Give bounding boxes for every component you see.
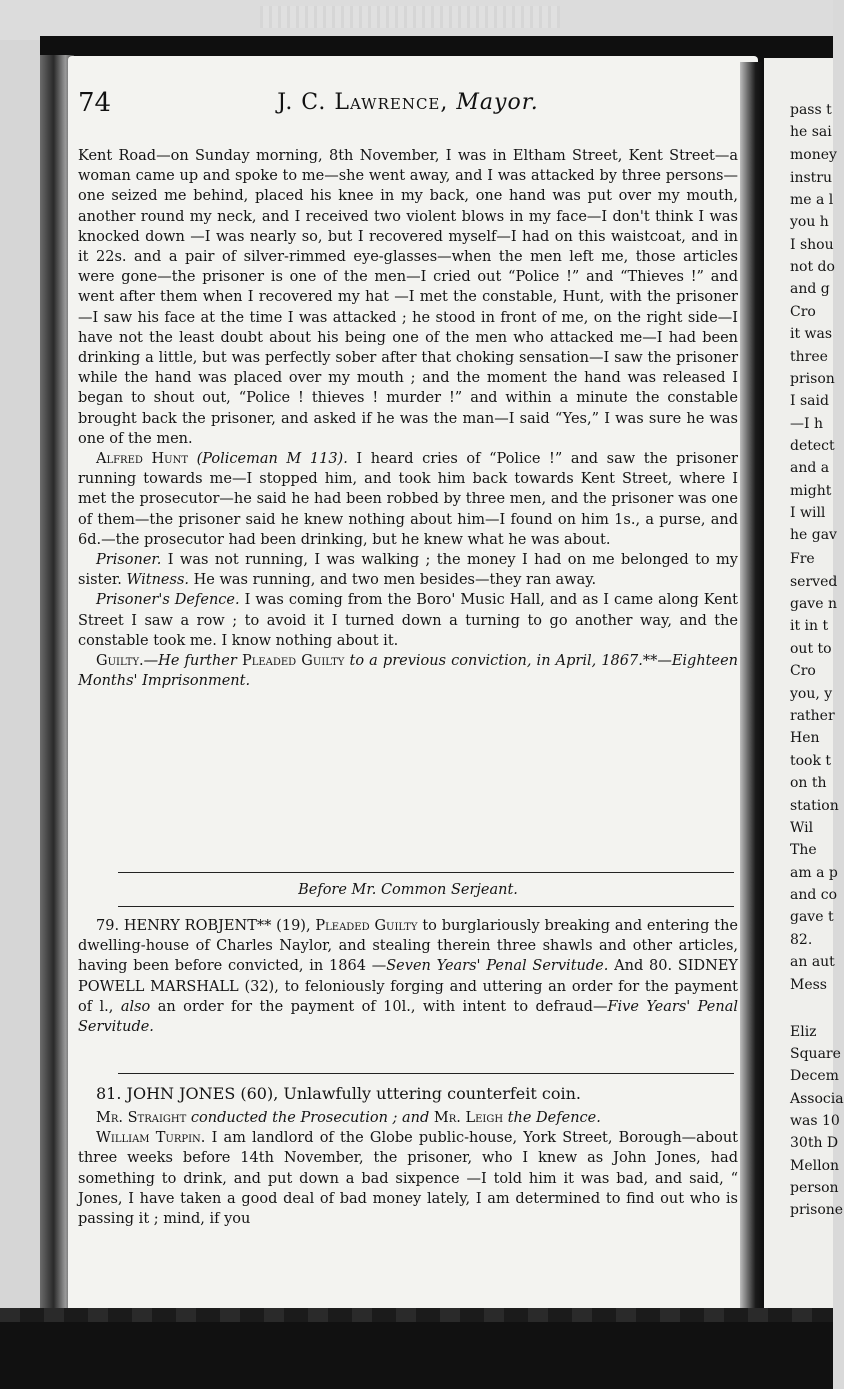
prisoners-defence xyxy=(78,590,738,651)
case-separator-rule xyxy=(118,1073,734,1074)
counsel-prosecution: Mr. Straight xyxy=(96,1110,187,1126)
facing-page-line: you, y xyxy=(790,686,833,702)
facing-page-line: Decem xyxy=(790,1068,839,1084)
scanner-frame-bottom xyxy=(0,1308,833,1389)
hunt-testimony xyxy=(78,449,738,550)
case-79-paragraph xyxy=(78,916,738,1037)
turpin-text: I am landlord of the Globe public-house, York Street, Borough—about three weeks before 14th November, the prisoner, who I knew as John Jones, had something to drink, and put down a bad sixpence —I told him it was bad, and said, “ Jones, I have taken a good deal of bad money lately, I am determined to find out who is passing it ; mind, if you xyxy=(78,1130,738,1228)
prisoner-label: Prisoner. xyxy=(96,552,162,569)
facing-page-line: rather xyxy=(790,708,835,724)
facing-page-line: on th xyxy=(790,775,827,791)
case-81-title: 81. JOHN JONES (60), Unlawfully uttering counterfeit coin. xyxy=(96,1084,582,1103)
facing-page-line: not do xyxy=(790,259,835,275)
facing-page-line: Cro xyxy=(790,663,816,679)
facing-page-line: I said xyxy=(790,393,829,409)
witness-text: I heard cries of “Police !” and saw the prisoner running towards me—I stopped him, and took him back towards Kent Street, where I met the prosecutor—he said he had been robbed by three men, and the prisoner was one of them—the prisoner said he knew nothing about him—I found on him 1s., a purse, and 6d.—the prosecutor had been drinking, but he knew what he was about. xyxy=(78,451,738,548)
witness-label: Witness. xyxy=(126,572,190,589)
running-head-title: Mayor. xyxy=(456,90,539,115)
verdict-sentence: to a previous conviction, in April, 1867.**—Eighteen Months' Imprisonment. xyxy=(78,653,739,690)
facing-page-line: out to xyxy=(790,641,832,657)
testimony-block xyxy=(78,146,738,691)
facing-page-line: person xyxy=(790,1180,839,1196)
case-81 xyxy=(78,1082,738,1229)
case-81-counsel xyxy=(78,1108,738,1128)
facing-page-line: The xyxy=(790,842,817,858)
facing-page-line: 30th D xyxy=(790,1135,839,1151)
facing-page-line: am a p xyxy=(790,865,838,881)
witness-turpin: William Turpin. xyxy=(96,1130,206,1147)
facing-page-line: Wil xyxy=(790,820,814,836)
facing-page-line: Hen xyxy=(790,730,820,746)
case-79-80 xyxy=(78,916,738,1037)
witness-role: (Policeman M 113). xyxy=(196,451,348,468)
facing-page-line: instru xyxy=(790,170,833,186)
facing-page-line: an aut xyxy=(790,954,835,970)
prisoner-question xyxy=(78,550,738,590)
facing-page-line: took t xyxy=(790,753,832,769)
facing-page-line: Mess xyxy=(790,977,827,993)
prosecutor-testimony: Kent Road—on Sunday morning, 8th November, I was in Eltham Street, Kent Street—a woman came up and spoke to me—she went away, and I was attacked by three persons—one seized me behind, placed his knee in my back, one hand was put over my mouth, another round my neck, and I received two violent blows in my face—I don't think I was knocked down —I was nearly so, but I recovered myself—I had on this waistcoat, and in it 22s. and a pair of silver-rimmed eye-glasses—when the men left me, those articles were gone—the prisoner is one of the men—I cried out “Police !” and “Thieves !” and went after them when I recovered my hat —I met the constable, Hunt, with the prisoner—I saw his face at the time I was attacked ; he stood in front of me, on the right side—I have not the least doubt about his being one of the men who attacked me—I had been drinking a little, but was perfectly sober after that choking sensation—I saw the prisoner while the hand was placed over my mouth ; and the moment the hand was released I began to shout out, “Police ! thieves ! murder !” and within a minute the constable brought back the prisoner, and asked if he was the man—I said “Yes,” I was sure he was one of the men. xyxy=(78,148,738,447)
scan-top-margin xyxy=(0,0,833,40)
running-head-name: J. C. Lawrence, xyxy=(277,90,457,115)
facing-page-line: served xyxy=(790,574,838,590)
case-79-text1: to burglariously breaking and entering the dwelling-house of Charles Naylor, and stealing therein three shawls and other articles, having been before convicted, in 1864 — xyxy=(78,918,738,975)
case-79-lead: 79. HENRY ROBJENT** (19), xyxy=(96,918,316,934)
scan-left-margin xyxy=(0,40,40,1310)
case-80-sentence: Five Years' Penal Servitude. xyxy=(78,998,738,1036)
section-rule-bottom xyxy=(118,906,734,907)
facing-page-line: Associa xyxy=(790,1091,844,1107)
case-79-sentence: Seven Years' Penal Servitude. xyxy=(386,958,609,975)
facing-page-line: gave t xyxy=(790,909,834,925)
prisoner-text: I was not running, I was walking ; the money I had on me belonged to my sister. xyxy=(78,552,738,589)
case-80-also: also xyxy=(120,998,151,1015)
facing-page-line: 82. xyxy=(790,932,813,948)
facing-page-line: and co xyxy=(790,887,838,903)
witness-reply: He was running, and two men besides—they ran away. xyxy=(189,572,597,589)
section-rule-top xyxy=(118,872,734,873)
facing-page-line: Fre xyxy=(790,551,815,567)
facing-page-line: I shou xyxy=(790,237,834,253)
facing-page-line: Eliz xyxy=(790,1024,817,1040)
facing-page-line: it in t xyxy=(790,618,829,634)
facing-page-line: he sai xyxy=(790,124,832,140)
turpin-testimony xyxy=(78,1128,738,1229)
facing-page-line: prisone xyxy=(790,1202,844,1218)
facing-page-line: you h xyxy=(790,214,829,230)
defence-text: I was coming from the Boro' Music Hall, and as I came along Kent Street I saw a row ; to avoid it I turned down a turning to go another way, and the constable took me. I know nothing about it. xyxy=(78,592,738,649)
counsel-text: conducted the Prosecution ; and xyxy=(186,1110,434,1126)
facing-page-line: it was xyxy=(790,326,833,342)
page-header xyxy=(78,88,738,128)
facing-page-line: and g xyxy=(790,281,830,297)
defence-label: Prisoner's Defence. xyxy=(96,592,240,609)
facing-page-line: he gav xyxy=(790,527,837,543)
book-gutter xyxy=(740,62,766,1312)
facing-page-line: pass t xyxy=(790,102,832,118)
facing-page-line: prison xyxy=(790,371,835,387)
verdict xyxy=(78,651,738,691)
facing-page-line: three xyxy=(790,349,828,365)
facing-page-line: and a xyxy=(790,460,830,476)
verdict-text: —He further xyxy=(143,653,242,670)
page-number: 74 xyxy=(78,88,112,118)
case-80-text: And 80. SIDNEY POWELL MARSHALL (32), to feloniously forging and uttering an order for the payment of l., xyxy=(78,958,738,1015)
verdict-pleaded: Pleaded Guilty xyxy=(241,653,345,670)
verdict-guilty: Guilty. xyxy=(96,653,144,670)
facing-page-line: Mellon xyxy=(790,1158,840,1174)
facing-page xyxy=(764,58,844,1312)
running-head xyxy=(78,90,738,115)
facing-page-line: was 10 xyxy=(790,1113,840,1129)
facing-page-line: I will xyxy=(790,505,826,521)
facing-page-line: me a l xyxy=(790,192,834,208)
facing-page-line: Cro xyxy=(790,304,816,320)
facing-page-line: —I h xyxy=(790,416,823,432)
facing-page-line: Square xyxy=(790,1046,841,1062)
facing-page-line: station xyxy=(790,798,839,814)
facing-page-line: might xyxy=(790,483,832,499)
facing-page-line: money xyxy=(790,147,837,163)
counsel-text-end: the Defence. xyxy=(503,1110,601,1126)
facing-page-line: gave n xyxy=(790,596,837,612)
section-heading: Before Mr. Common Serjeant. xyxy=(298,882,518,898)
counsel-defence: Mr. Leigh xyxy=(433,1110,504,1126)
case-80-text2: an order for the payment of 10l., with intent to defraud— xyxy=(150,998,608,1015)
facing-page-line: detect xyxy=(790,438,835,454)
witness-name: Alfred Hunt xyxy=(96,451,188,468)
case-79-pleaded: Pleaded Guilty xyxy=(315,918,418,934)
